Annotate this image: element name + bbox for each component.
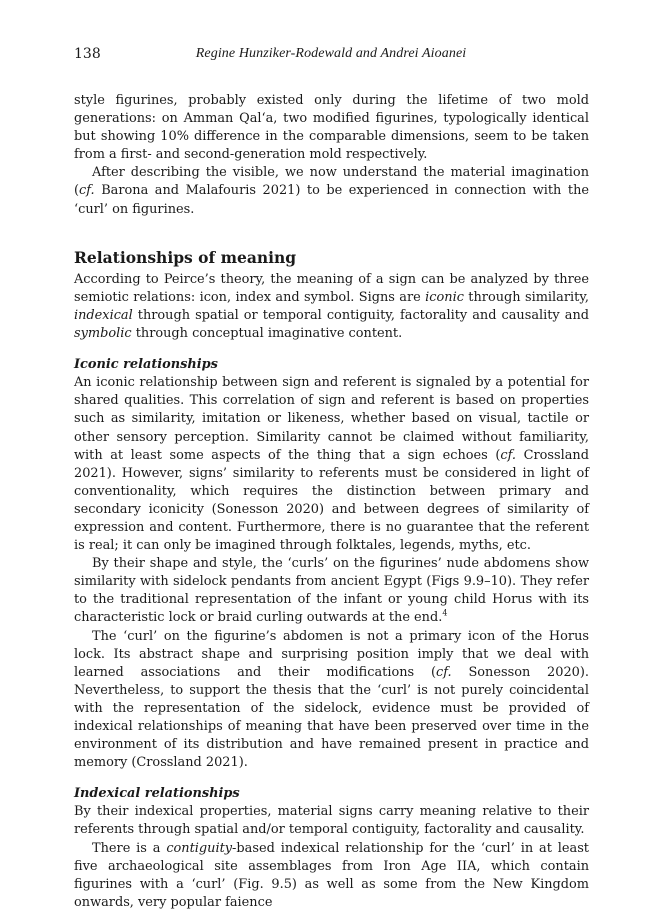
paragraph-peirce: According to Peirce’s theory, the meaning of a sign can be analyzed by three semiotic relations: icon, index and symbol. Signs are iconic through similarity, indexical through spatial or temporal contiguity, factorality and causality and symbolic through conceptual imaginative content.	[74, 271, 589, 342]
paragraph-iconic-1: An iconic relationship between sign and referent is signaled by a potential for shared qualities. This correlation of sign and referent is based on properties such as similarity, imitation or likeness, whether based on visual, tactile or other sensory perception. Similarity cannot be claimed without familiarity, with at least some aspects of the thing that a sign echoes (cf. Crossland 2021). However, signs’ similarity to referents must be considered in light of conventionality, which requires the distinction between primary and secondary iconicity (Sonesson 2020) and between degrees of similarity of expression and content. Furthermore, there is no guarantee that the referent is real; it can only be imagined through folktales, legends, myths, etc.	[74, 375, 589, 554]
page-number: 138	[74, 46, 101, 62]
running-title: Regine Hunziker-Rodewald and Andrei Aioanei	[195, 46, 467, 61]
footnote-ref: 4	[442, 609, 448, 619]
subsection-heading-indexical: Indexical relationships	[74, 786, 240, 802]
paragraph-indexical-1: By their indexical properties, material signs carry meaning relative to their referents through spatial and/or temporal contiguity, factorality and causality.	[74, 804, 589, 838]
running-head	[74, 46, 588, 68]
paragraph-material-imagination: After describing the visible, we now understand the material imagination (cf. Barona and Malafouris 2021) to be experienced in connection with the ‘curl’ on figurines.	[74, 165, 589, 217]
paragraph-indexical-2: There is a contiguity-based indexical relationship for the ‘curl’ in at least five archaeological site assemblages from Iron Age IIA, which contain figurines with a ‘curl’ (Fig. 9.5) as well as some from the New Kingdom onwards, very popular faience	[74, 840, 589, 910]
paragraph-iconic-2: By their shape and style, the ‘curls’ on the figurines’ nude abdomens show similarity with sidelock pendants from ancient Egypt (Figs 9.9–10). They refer to the traditional representation of the infant or young child Horus with its characteristic lock or braid curling outwards at the end.$^4$	[74, 556, 589, 626]
subsection-heading-iconic: Iconic relationships	[74, 357, 218, 373]
body-text	[74, 92, 589, 912]
paragraph-iconic-3: The ‘curl’ on the figurine’s abdomen is not a primary icon of the Horus lock. Its abstract shape and surprising position imply that we deal with learned associations and their modifications (cf. Sonesson 2020). Nevertheless, to support the thesis that the ‘curl’ is not purely coincidental with the representation of the sidelock, evidence must be provided of indexical relationships of meaning that have been preserved over time in the environment of its distribution and have remained present in practice and memory (Crossland 2021).	[74, 628, 589, 771]
paragraph-continued: style figurines, probably existed only during the lifetime of two mold generations: on Amman Qal‘a, two modified figurines, typologically identical but showing 10% difference in the comparable dimensions, seem to be taken from a first- and second-generation mold respectively.	[74, 93, 589, 163]
section-heading: Relationships of meaning	[74, 247, 297, 267]
